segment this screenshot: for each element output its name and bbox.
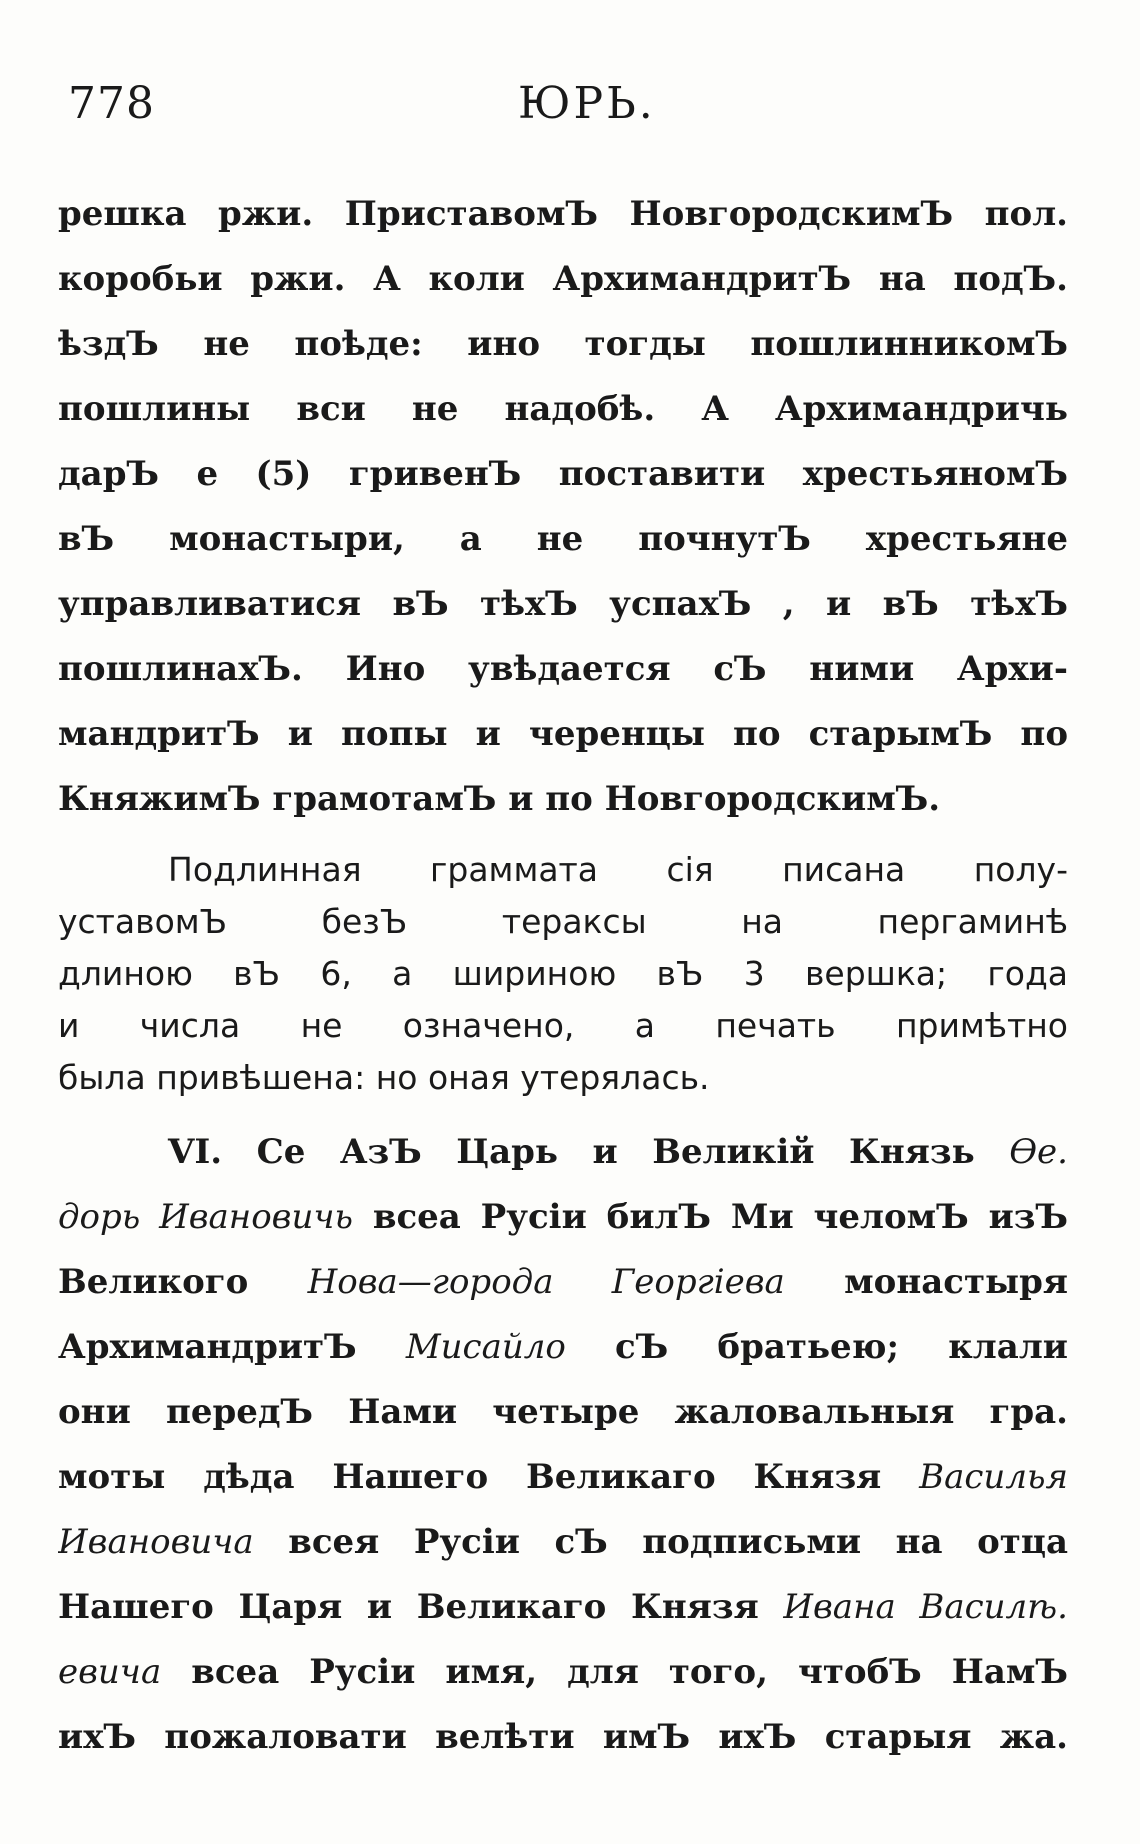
text-line: ихЪ пожаловати велѣти имЪ ихЪ старыя жа.: [58, 1717, 1068, 1757]
text-line: [58, 1640, 1068, 1705]
running-title: ЮРЬ.: [518, 78, 656, 129]
text-line: [58, 1510, 1068, 1575]
text-block: [58, 182, 1068, 1770]
text-line: ѣздЪ не поѣде: ино тогды пошлинникомЪ: [58, 324, 1068, 364]
text-run: АрхимандритЪ: [58, 1327, 357, 1367]
text-line: управливатися вЪ тѣхЪ успахЪ , и вЪ тѣхЪ: [58, 584, 1068, 624]
paragraph-charter-vi: [58, 1120, 1068, 1770]
page-number: 778: [68, 78, 155, 129]
italic-name: Ивановича: [58, 1522, 254, 1562]
text-line: мандритЪ и попы и черенцы по старымЪ по: [58, 714, 1068, 754]
paragraph-note: [58, 844, 1068, 1104]
text-line: вЪ монастыри, а не почнутЪ хрестьяне: [58, 519, 1068, 559]
text-line: и числа не означено, а печать примѣтно: [58, 1006, 1068, 1045]
text-line: [58, 1120, 1068, 1185]
text-line: была привѣшена: но оная утерялась.: [58, 1058, 710, 1097]
text-run: Нашего Царя и Великаго Князя: [58, 1587, 759, 1627]
text-run: моты дѣда Нашего Великаго Князя: [58, 1457, 882, 1497]
italic-name: Василья: [919, 1457, 1068, 1497]
text-line: КняжимЪ грамотамЪ и по НовгородскимЪ.: [58, 779, 941, 819]
text-run: всея Русіи сЪ подписьми на отца: [288, 1522, 1068, 1562]
text-line: [58, 1315, 1068, 1380]
italic-name: Нова—города Георгіева: [307, 1262, 785, 1302]
text-line: [58, 1575, 1068, 1640]
text-line: пошлинахЪ. Ино увѣдается сЪ ними Архи-: [58, 649, 1068, 689]
italic-name: Ивана Василѣ.: [783, 1587, 1068, 1627]
italic-name: евича: [58, 1652, 162, 1692]
text-line: длиною вЪ 6, а шириною вЪ 3 вершка; года: [58, 954, 1068, 993]
text-run: Великого: [58, 1262, 249, 1302]
text-line: коробьи ржи. А коли АрхимандритЪ на подЪ.: [58, 259, 1068, 299]
text-line: Подлинная граммата сія писана полу-: [168, 850, 1068, 889]
text-line: [58, 1445, 1068, 1510]
italic-name: дорь Ивановичь: [58, 1197, 354, 1237]
text-run: всеа Русіи имя, для того, чтобЪ НамЪ: [191, 1652, 1068, 1692]
text-line: уставомЪ безЪ тераксы на пергаминѣ: [58, 902, 1068, 941]
text-line: они передЪ Нами четыре жаловальныя гра.: [58, 1392, 1068, 1432]
text-line: пошлины вси не надобѣ. А Архимандричь: [58, 389, 1068, 429]
italic-name: Ѳе.: [1009, 1132, 1068, 1172]
text-run: всеа Русіи билЪ Ми челомЪ изЪ: [372, 1197, 1068, 1237]
text-line: дарЪ е (5) гривенЪ поставити хрестьяномЪ: [58, 454, 1068, 494]
running-head: [68, 78, 1068, 138]
text-line: [58, 1185, 1068, 1250]
text-run: сЪ братьею; клали: [615, 1327, 1068, 1367]
text-run: VI. Се АзЪ Царь и Великій Князь: [168, 1132, 975, 1172]
text-line: [58, 1250, 1068, 1315]
italic-name: Мисайло: [405, 1327, 566, 1367]
paragraph-charter-end: [58, 182, 1068, 832]
text-run: монастыря: [844, 1262, 1068, 1302]
text-line: решка ржи. ПриставомЪ НовгородскимЪ пол.: [58, 194, 1068, 234]
